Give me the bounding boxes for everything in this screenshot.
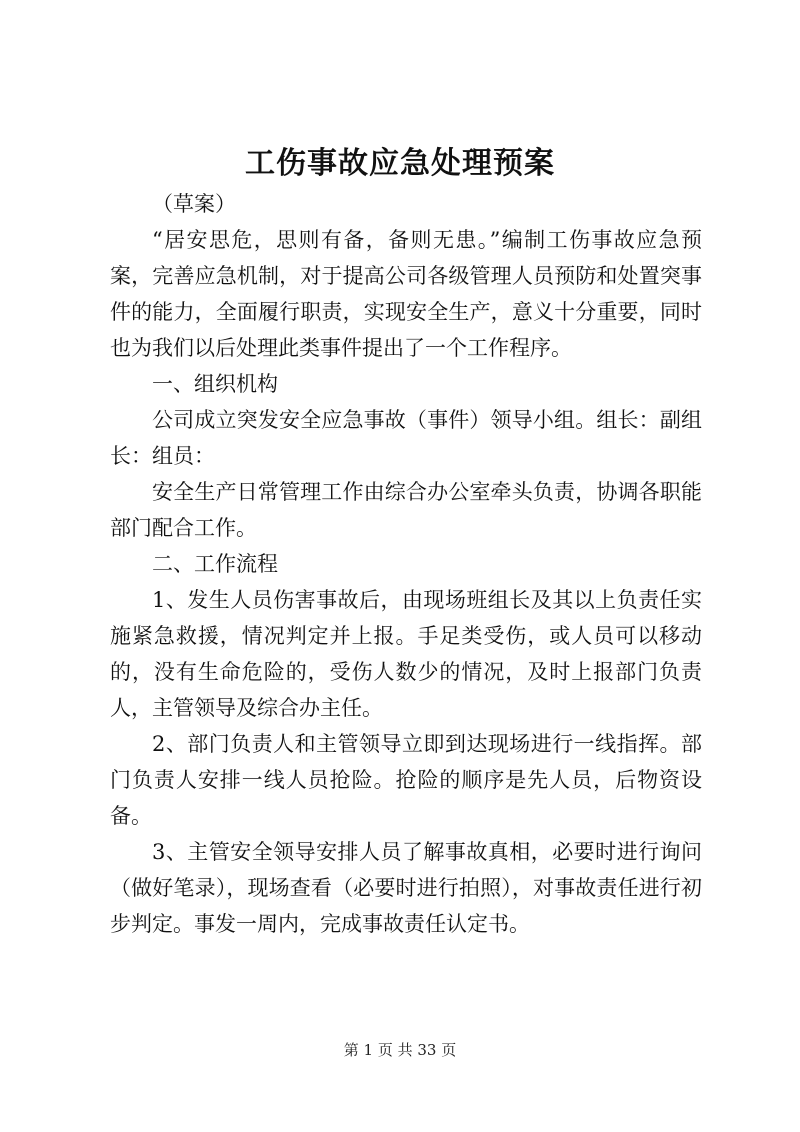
- workflow-step-1: 1、发生人员伤害事故后，由现场班组长及其以上负责任实施紧急救援，情况判定并上报。手足类受伤，或人员可以移动的，没有生命危险的，受伤人数少的情况，及时上报部门负责人，主管领导及综合办主任。: [110, 588, 702, 720]
- section-heading-organization: 一、组织机构: [152, 372, 278, 396]
- workflow-step-3: 3、主管安全领导安排人员了解事故真相，必要时进行询问（做好笔录），现场查看（必要时进行拍照），对事故责任进行初步判定。事发一周内，完成事故责任认定书。: [110, 840, 702, 936]
- draft-label: （草案）: [152, 192, 236, 216]
- intro-paragraph: “居安思危，思则有备，备则无患。”编制工伤事故应急预案，完善应急机制，对于提高公司各级管理人员预防和处置突事件的能力，全面履行职责，实现安全生产，意义十分重要，同时也为我们以后处理此类事件提出了一个工作程序。: [110, 228, 702, 360]
- section-heading-workflow: 二、工作流程: [152, 552, 278, 576]
- workflow-step-2: 2、部门负责人和主管领导立即到达现场进行一线指挥。部门负责人安排一线人员抢险。抢险的顺序是先人员，后物资设备。: [110, 732, 702, 828]
- page-footer: 第 1 页 共 33 页: [343, 1041, 457, 1059]
- paragraph-leadership-group: 公司成立突发安全应急事故（事件）领导小组。组长：副组长：组员：: [110, 408, 702, 468]
- paragraph-daily-management: 安全生产日常管理工作由综合办公室牵头负责，协调各职能部门配合工作。: [110, 480, 702, 540]
- document-body: [110, 186, 702, 942]
- document-title: 工伤事故应急处理预案: [245, 146, 555, 181]
